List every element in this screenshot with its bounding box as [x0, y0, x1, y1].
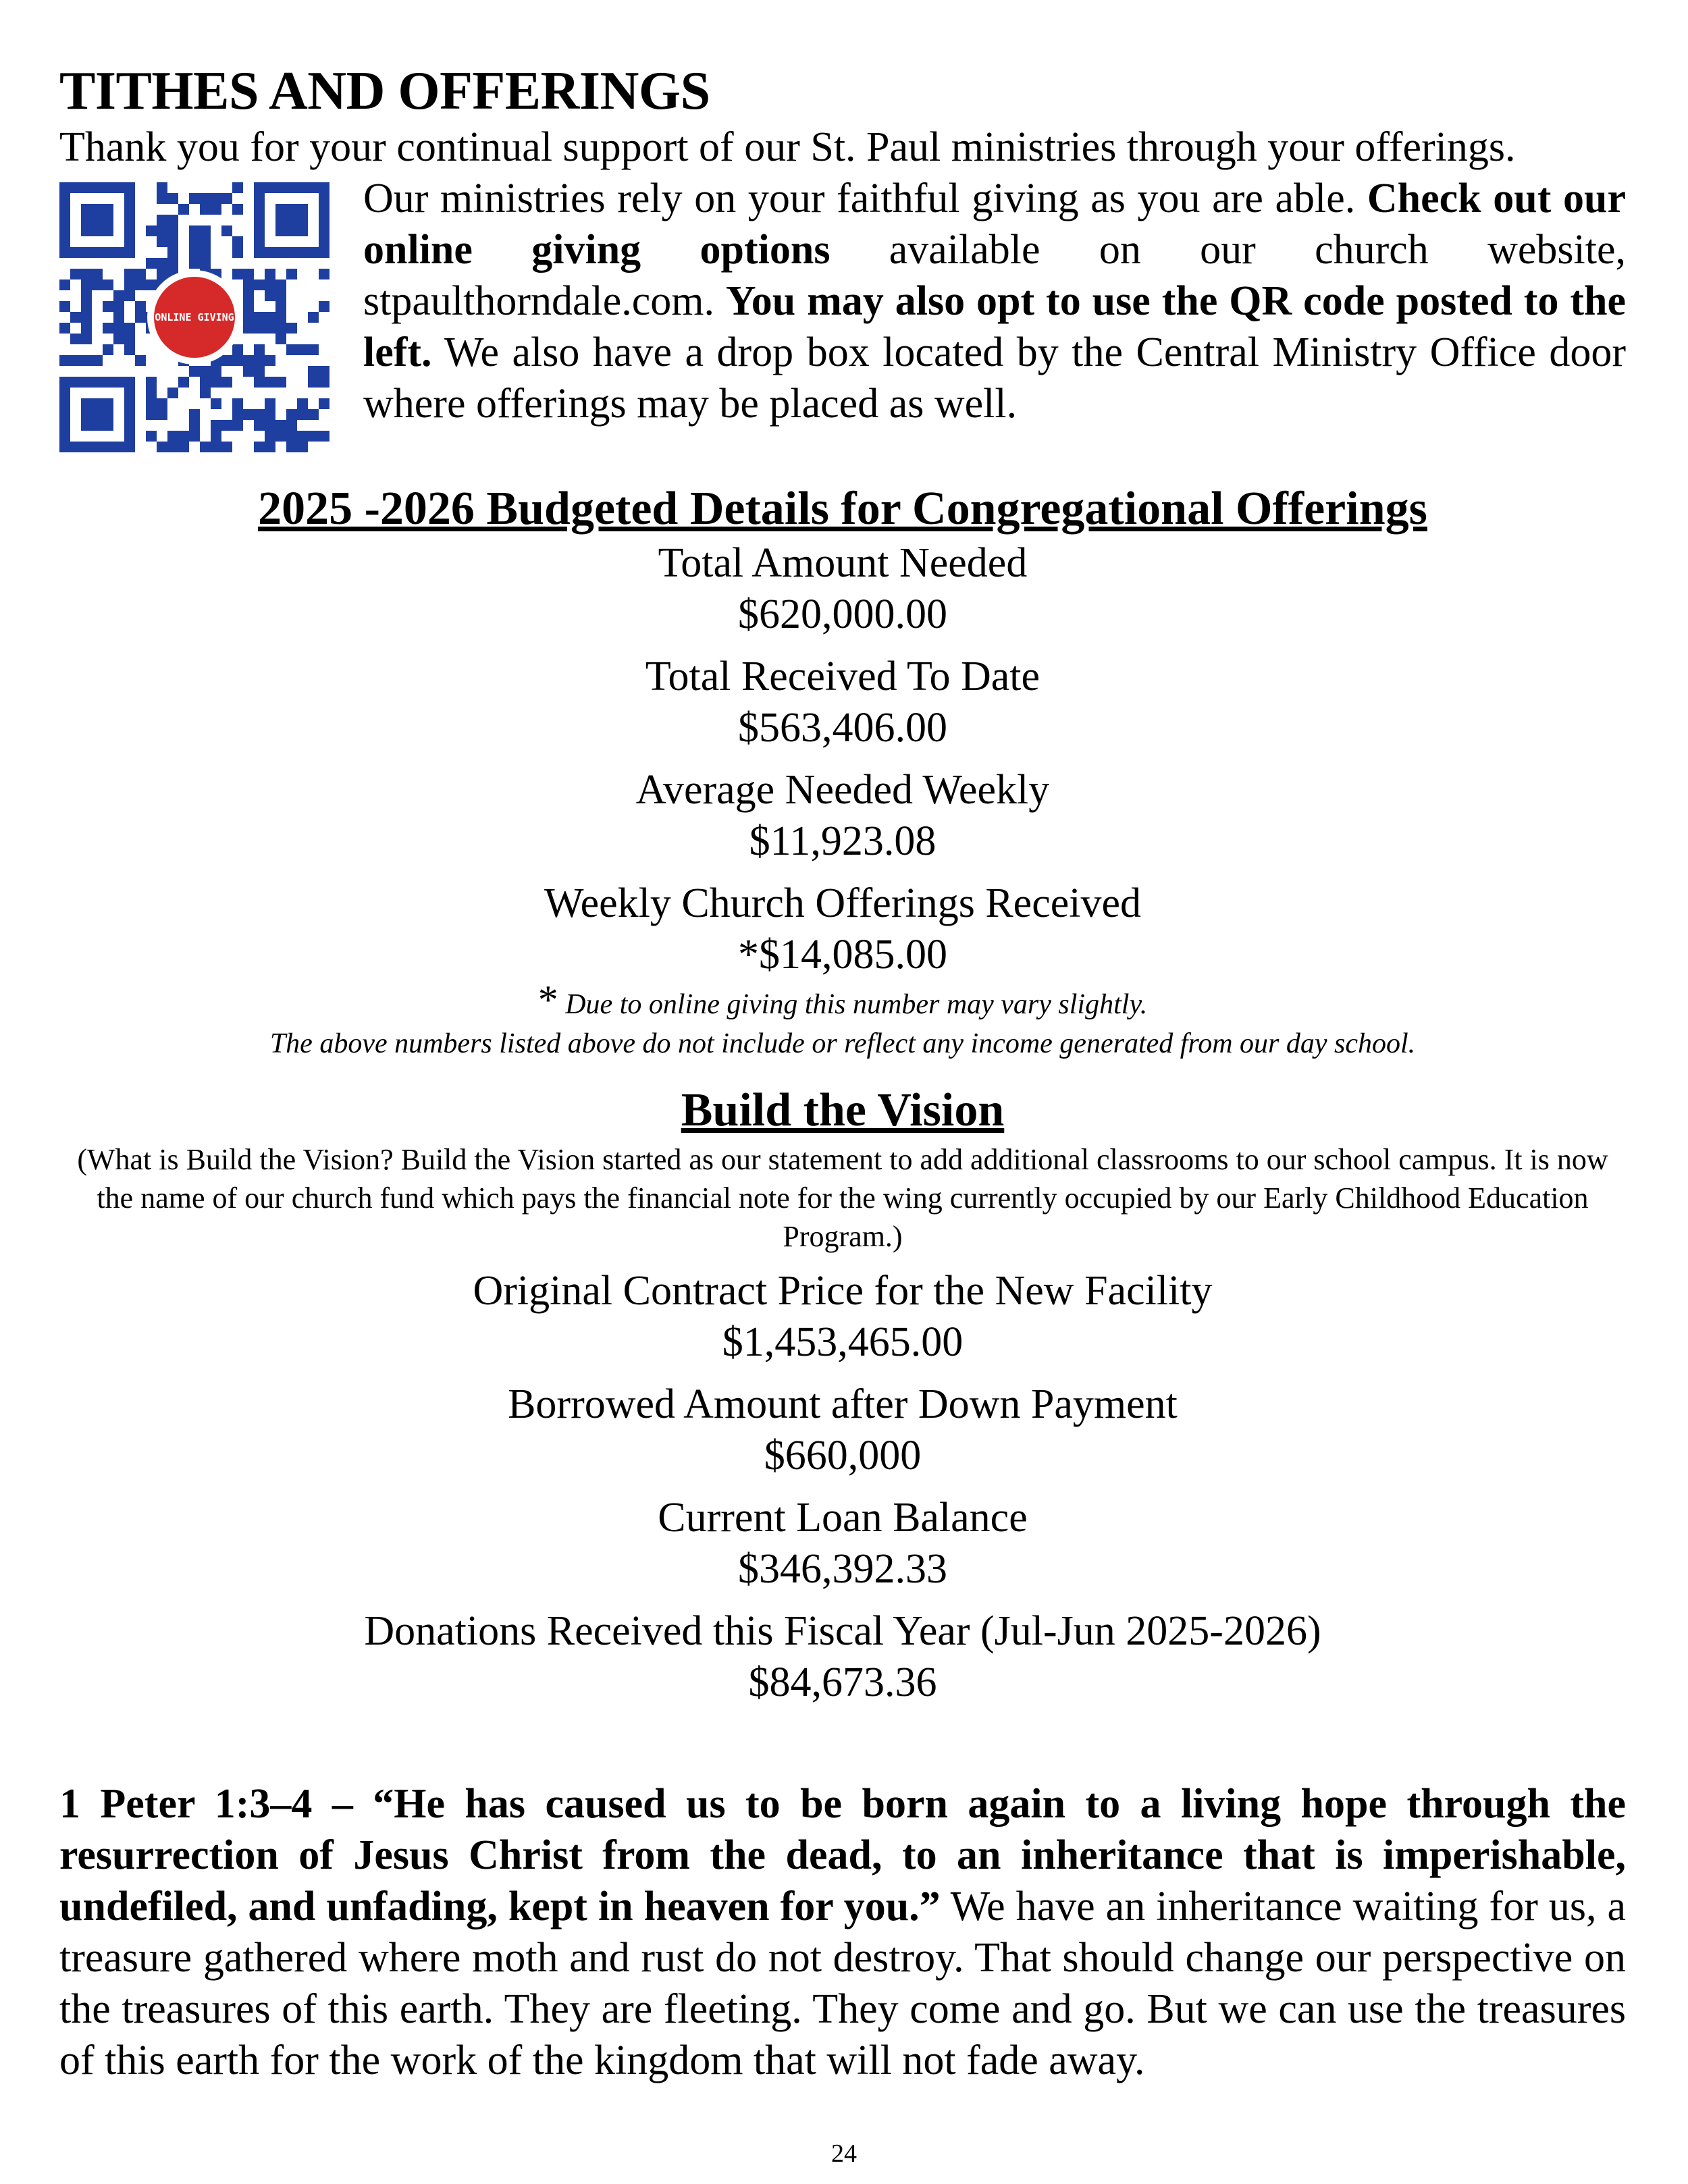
budget-label: Total Amount Needed	[658, 540, 1028, 586]
online-giving-logo: ONLINE GIVING	[154, 277, 235, 358]
vision-description: (What is Build the Vision? Build the Vision started as our statement to add additional classrooms to our school campus. It is now the name of our church fund which pays the financial note for the wing currently occupied by our Early Childhood Education Program.)	[77, 1143, 1608, 1253]
budget-disclaimer: The above numbers listed above do not include or reflect any income generated from our day school.	[269, 1028, 1416, 1059]
vision-value: $346,392.33	[738, 1546, 947, 1592]
vision-item-loan-balance	[59, 1492, 1626, 1595]
vision-label: Borrowed Amount after Down Payment	[508, 1381, 1178, 1427]
budget-section	[59, 481, 1626, 1063]
budget-label: Total Received To Date	[645, 654, 1040, 699]
vision-value: $660,000	[764, 1433, 922, 1479]
footnote-text: Due to online giving this number may vary slightly.	[558, 989, 1148, 1020]
budget-item-weekly-received	[59, 878, 1626, 980]
budget-value: $563,406.00	[738, 705, 947, 751]
vision-item-borrowed-amount	[59, 1379, 1626, 1481]
intro-first-line: Thank you for your continual support of our St. Paul ministries through your offerings.	[59, 124, 1516, 170]
vision-item-donations-received	[59, 1605, 1626, 1708]
vision-item-contract-price	[59, 1265, 1626, 1368]
vision-label: Donations Received this Fiscal Year (Jul-Jun 2025-2026)	[364, 1608, 1321, 1654]
qr-row	[59, 173, 1626, 452]
build-the-vision-section	[59, 1082, 1626, 1708]
intro-block	[59, 122, 1626, 452]
vision-label: Original Contract Price for the New Facility	[473, 1268, 1213, 1314]
budget-value: *$14,085.00	[738, 932, 947, 978]
vision-label: Current Loan Balance	[658, 1495, 1028, 1541]
budget-label: Weekly Church Offerings Received	[544, 880, 1141, 926]
intro-bold-online-giving: Check out our online giving options	[363, 176, 1626, 273]
intro-paragraph	[363, 173, 1626, 429]
vision-value: $1,453,465.00	[722, 1319, 964, 1365]
vision-title: Build the Vision	[681, 1084, 1005, 1136]
vision-value: $84,673.36	[748, 1659, 937, 1705]
intro-text-3: We also have a drop box located by the Central Ministry Office door where offerings may be placed as well.	[363, 329, 1626, 427]
intro-text-1: Our ministries rely on your faithful giving as you are able.	[363, 176, 1367, 221]
intro-bold-qr-note: You may also opt to use the QR code posted to the left.	[363, 278, 1627, 375]
scripture-quote: 1 Peter 1:3–4 – “He has caused us to be born again to a living hope through the resurrection of Jesus Christ from the dead, to an inheritance that is imperishable, undefiled, and unfading, kept in heaven for you.”	[59, 1781, 1626, 1929]
footnote-star: *	[537, 978, 558, 1022]
budget-item-total-needed	[59, 537, 1626, 640]
bulletin-page	[59, 61, 1626, 2128]
budget-title: 2025 -2026 Budgeted Details for Congregational Offerings	[258, 483, 1427, 535]
budget-value: $11,923.08	[749, 818, 937, 864]
budget-item-average-weekly	[59, 764, 1626, 867]
page-number: 24	[831, 2139, 857, 2168]
budget-item-received-to-date	[59, 651, 1626, 753]
scripture-devotion	[59, 1778, 1626, 2086]
intro-text-2: available on our church website, stpaulthorndale.com.	[363, 227, 1626, 324]
online-giving-qr-code[interactable]	[59, 182, 329, 452]
budget-footnote	[59, 980, 1626, 1024]
devotion-text: We have an inheritance waiting for us, a treasure gathered where moth and rust do not destroy. That should change our perspective on the treasures of this earth. They are fleeting. They come and go. But we can use the treasures of this earth for the work of the kingdom that will not fade away.	[59, 1884, 1626, 2083]
budget-label: Average Needed Weekly	[635, 767, 1050, 813]
budget-value: $620,000.00	[738, 591, 947, 637]
section-heading: TITHES AND OFFERINGS	[59, 61, 710, 121]
